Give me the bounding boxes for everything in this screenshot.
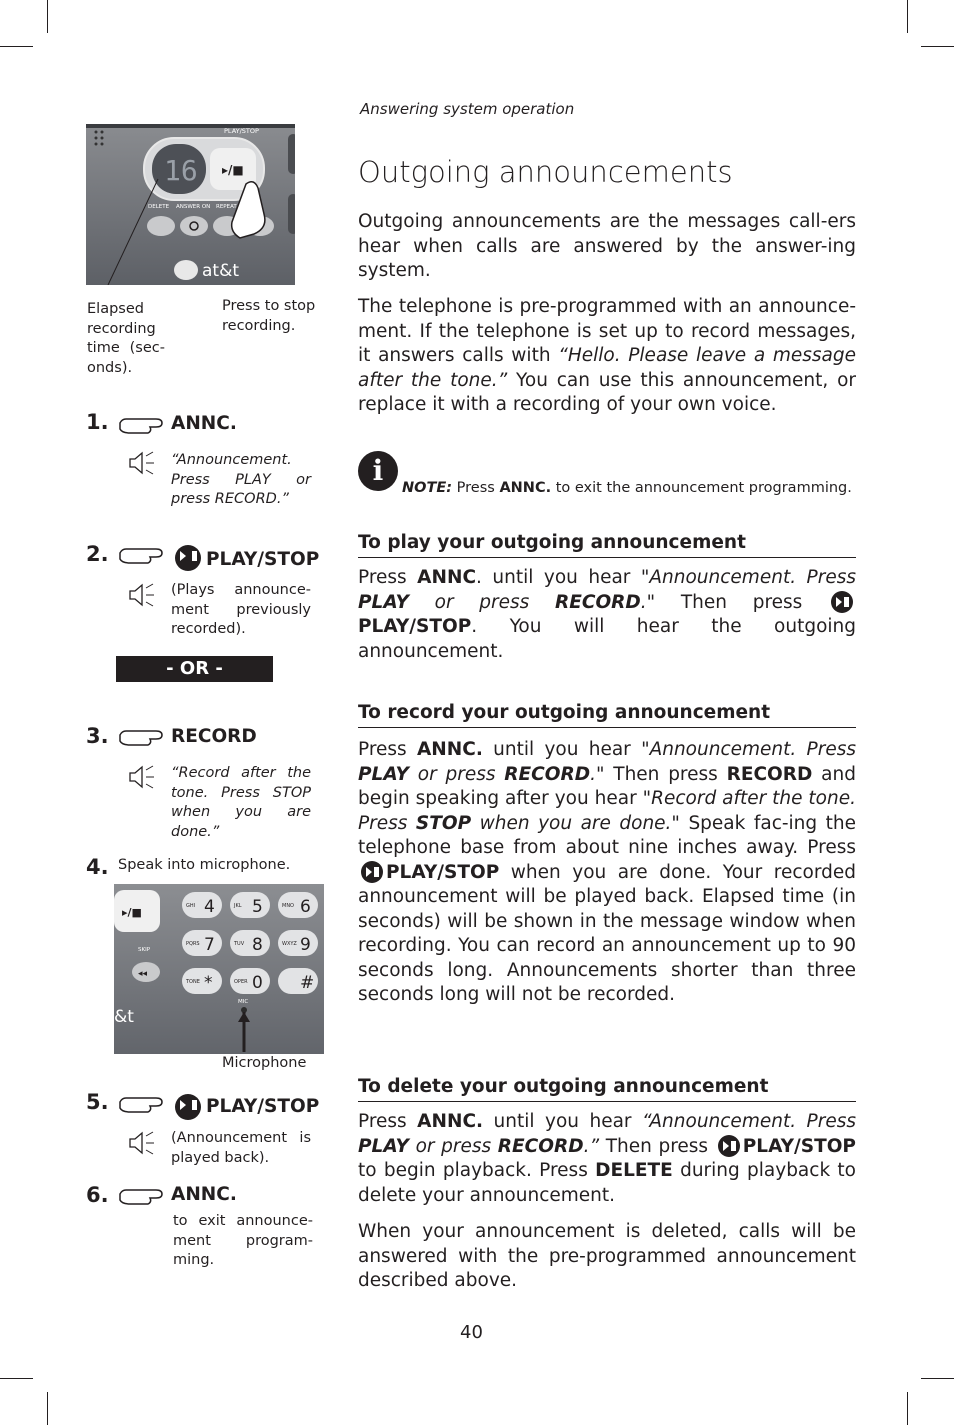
label-skip: SKIP [138, 947, 151, 953]
key-play-stop: PLAY/STOP [206, 1096, 320, 1117]
play-stop-button-icon [831, 591, 853, 613]
keypad-key-digit: 9 [300, 935, 311, 955]
keypad-key-digit: * [204, 973, 213, 993]
keypad-key-letters: TONE [186, 979, 200, 985]
label-repeat: REPEAT [216, 204, 237, 210]
step-5-text: (Announcement is played back). [171, 1130, 311, 1166]
svg-text:▸/■: ▸/■ [222, 163, 244, 177]
keypad-key-digit: 4 [204, 897, 215, 917]
keypad-key-digit: 6 [300, 897, 311, 917]
key-annc: ANNC. [171, 1184, 237, 1205]
keypad-key-letters: MNO [282, 903, 294, 909]
caption-microphone: Microphone [222, 1055, 307, 1071]
delete-section-title: To delete your outgoing announcement [358, 1076, 856, 1102]
info-icon: i [358, 451, 398, 491]
key-record: RECORD [171, 726, 257, 747]
delete-section-body: Press ANNC. until you hear “Announcement. Press PLAY or press RECORD.” Then press PLAY/STOP to begin playback. Press DELETE during playback to delete your announcement. [358, 1111, 857, 1206]
svg-text:▸/■: ▸/■ [122, 906, 142, 919]
page-title: Outgoing announcements [358, 155, 733, 189]
running-header: Answering system operation [360, 100, 575, 118]
step-number: 3. [86, 724, 109, 748]
delete-section-paragraph-2: When your announcement is deleted, calls will be answered with the pre-programmed announcement described above. [358, 1221, 856, 1291]
keypad-key-digit: 8 [252, 935, 263, 955]
crop-mark [47, 1392, 48, 1425]
keypad-key-digit: # [300, 973, 315, 993]
intro-paragraph-1: Outgoing announcements are the messages call-ers hear when calls are answered by the answer-ing system. [358, 211, 856, 281]
keypad-key-digit: 0 [252, 973, 263, 993]
play-section-title: To play your outgoing announcement [358, 532, 856, 558]
caption-elapsed-time: Elapsed recording time (sec-onds). [87, 301, 165, 376]
label-mic: MIC [238, 999, 249, 1005]
note: NOTE: Press ANNC. to exit the announcement programming. [402, 480, 852, 496]
answering-system-panel-image [86, 124, 295, 285]
play-section-body: Press ANNC. until you hear "Announcement. Press PLAY or press RECORD." Then press PLAY/STOP. You will hear the outgoing announcement. [358, 567, 856, 662]
step-number: 5. [86, 1090, 109, 1114]
keypad-key-digit: 5 [252, 897, 263, 917]
crop-mark [921, 1378, 954, 1379]
step-number: 2. [86, 542, 109, 566]
pointing-hand-icon [118, 1094, 164, 1118]
key-annc: ANNC. [171, 413, 237, 434]
brand-logo: at&t [202, 261, 240, 281]
keypad-key-letters: JKL [234, 903, 242, 909]
label-answer-on: ANSWER ON [176, 204, 211, 210]
keypad-key-letters: GHI [186, 903, 196, 909]
play-stop-button-icon [361, 861, 383, 883]
record-section-title: To record your outgoing announcement [358, 702, 856, 728]
key-play-stop: PLAY/STOP [206, 549, 320, 570]
step-4-text: Speak into microphone. [118, 857, 291, 873]
svg-text:◂◂: ◂◂ [138, 969, 148, 979]
step-number: 4. [86, 855, 109, 879]
pointing-hand-icon [118, 415, 164, 439]
intro-paragraph-2: The telephone is pre-programmed with an announce-ment. If the telephone is set up to record messages, it answers calls with “Hello. Please leave a message after the tone.” You can use this announcement, or replace it with a recording of your own voice. [358, 296, 856, 415]
crop-mark [0, 1378, 33, 1379]
keypad-key-digit: 7 [204, 935, 215, 955]
pointing-hand-icon [118, 1186, 164, 1210]
speaker-icon [128, 450, 156, 476]
speaker-icon [128, 764, 156, 790]
keypad-microphone-image [114, 884, 324, 1054]
play-stop-button-icon [175, 545, 201, 571]
record-section-body: Press ANNC. until you hear "Announcement. Press PLAY or press RECORD." Then press RECORD and begin speaking after you hear "Record after the tone. Press STOP when you are done." Speak fac-ing the telephone base from about nine inches away. Press PLAY/STOP when you are done. Your recorded announcement will be played back. Elapsed time (in seconds) will be shown in the message window when recording. You can record an announcement up to 90 seconds long. Announcements shorter than three seconds long will not be recorded. [358, 739, 856, 1005]
crop-mark [907, 0, 908, 33]
page-number: 40 [460, 1322, 483, 1343]
step-number: 1. [86, 410, 109, 434]
play-stop-button-icon [175, 1094, 201, 1120]
svg-text:&t: &t [114, 1007, 134, 1027]
keypad-key-letters: WXYZ [282, 941, 297, 947]
crop-mark [907, 1392, 908, 1425]
display-digits: 16 [164, 154, 198, 187]
label-delete: DELETE [148, 204, 170, 210]
step-2-text: (Plays announce-ment previously recorded). [171, 582, 311, 637]
step-3-prompt: “Record after the tone. Press STOP when you are done.” [171, 765, 311, 840]
crop-mark [47, 0, 48, 33]
crop-mark [0, 46, 33, 47]
or-divider: - OR - [116, 656, 273, 682]
step-number: 6. [86, 1183, 109, 1207]
keypad-key-letters: PQRS [186, 941, 200, 947]
play-stop-button-icon [718, 1135, 740, 1157]
step-1-prompt: “Announcement. Press PLAY or press RECORD.” [171, 452, 311, 507]
speaker-icon [128, 582, 156, 608]
pointing-hand-icon [118, 727, 164, 751]
label-play-stop: PLAY/STOP [224, 127, 259, 135]
crop-mark [921, 46, 954, 47]
keypad-key-letters: TUV [234, 941, 245, 947]
caption-press-to-stop: Press to stop recording. [222, 298, 316, 334]
pointing-hand-icon [118, 545, 164, 569]
keypad-key-letters: OPER [234, 979, 248, 985]
speaker-icon [128, 1130, 156, 1156]
step-6-text: to exit announce-ment program-ming. [173, 1213, 313, 1268]
